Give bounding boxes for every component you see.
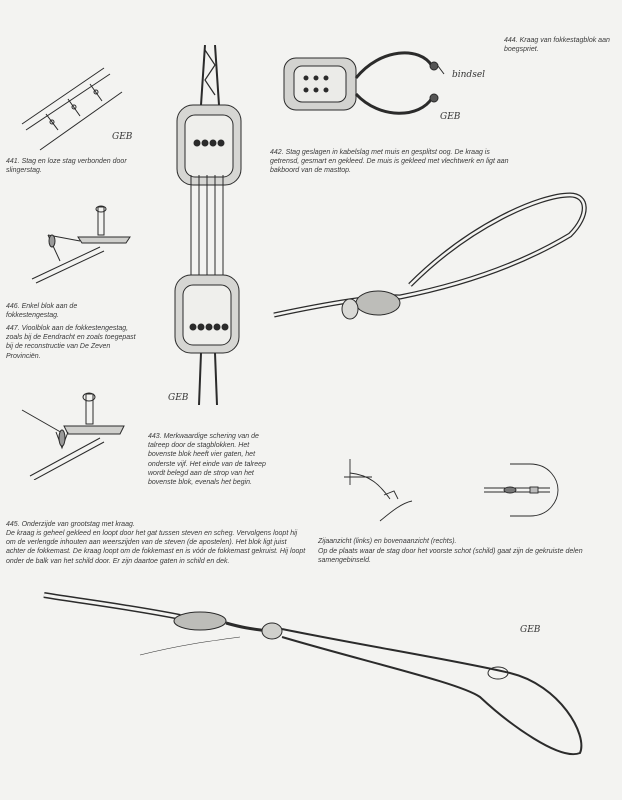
caption-444: 444. Kraag van fokkestagblok aan boegspriet. [504, 37, 610, 54]
caption-445-body: De kraag is geheel gekleed en loopt door het gat tussen steven en scheg. Vervolgens loopt hij om de verlengde inhouten aan weerszijden van de steven (de apostelen). Het blok ligt juist achter de fokkemast. De kraag loopt om de fokkemast en is vóór de fokkemast gekruist. Hij loopt onder de balk van het schild door. Er zijn daartoe gaten in schild en dek. [6, 530, 306, 565]
caption-447: 447. Vioolblok aan de fokkestengestag, zoals bij de Eendracht en zoals toegepast bij de reconstructie van De Zeven Provinciën. [6, 325, 136, 360]
signature-443: GEB [168, 393, 189, 403]
figure-446-block-drawing [30, 205, 140, 285]
figure-448-side-view-drawing [340, 455, 420, 525]
figure-447-violin-block-drawing [20, 392, 130, 480]
caption-441: 441. Stag en loze stag verbonden door slingerstag. [6, 158, 127, 175]
caption-448-title: Zijaanzicht (links) en bovenaanzicht (rechts). [318, 538, 457, 545]
caption-445-title: 445. Onderzijde van grootstag met kraag. [6, 521, 135, 528]
caption-443: 443. Merkwaardige schering van de talreep door de stagblokken. Het bovenste blok heeft vier gaten, het onderste vijf. Het einde van de talreep wordt belegd aan de strop van het bovenste blok, evenals het begin. [148, 433, 266, 487]
annotation-bindsel: bindsel [452, 70, 486, 80]
signature-445: GEB [520, 625, 541, 635]
figure-444-collar-drawing [280, 38, 450, 128]
signature-441: GEB [112, 132, 133, 142]
figure-443-stay-blocks-drawing [165, 45, 255, 405]
figure-442-stay-drawing [270, 185, 610, 335]
caption-448-body: Op de plaats waar de stag door het voorste schot (schild) gaat zijn de gekruiste delen samengebinseld. [318, 548, 583, 565]
caption-442: 442. Stag geslagen in kabelslag met muis en gesplitst oog. De kraag is getrensd, gesmart en gekleed. De muis is gekleed met vlechtwerk en ligt aan bakboord van de masttop. [270, 149, 509, 175]
signature-444: GEB [440, 112, 461, 122]
figure-445-collar-drawing [40, 585, 600, 765]
figure-448-top-view-drawing [480, 460, 560, 520]
caption-446: 446. Enkel blok aan de fokkestengestag. [6, 303, 78, 320]
